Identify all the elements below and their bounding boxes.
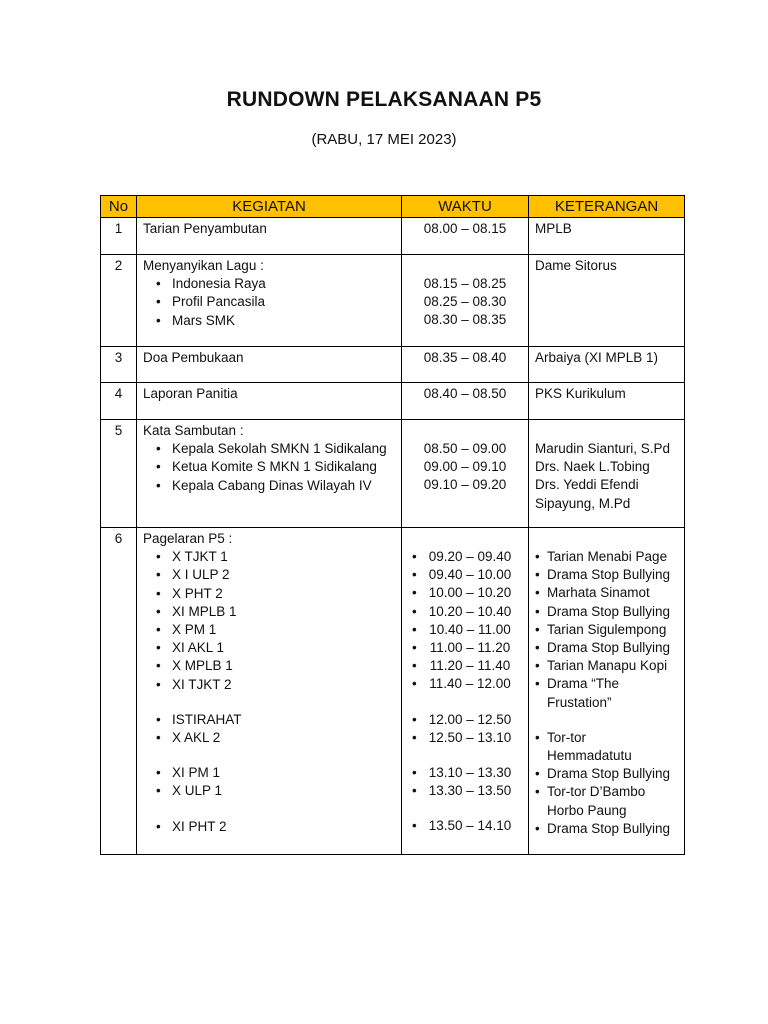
activity-text: Pagelaran P5 :	[143, 531, 233, 546]
time-list-2	[408, 711, 522, 747]
header-waktu: WAKTU	[402, 196, 529, 218]
time-list	[408, 275, 522, 330]
table-row	[101, 255, 685, 347]
row-number	[101, 255, 137, 347]
time-item: • 13.30 – 13.50	[408, 782, 522, 800]
time-item: 08.50 – 09.00	[423, 441, 507, 456]
activity-cell	[137, 255, 402, 347]
activity-text: Laporan Panitia	[143, 386, 238, 401]
note-cell	[529, 218, 685, 255]
row-number-text: 3	[114, 350, 123, 365]
note-item-text: Tor-tor	[547, 729, 587, 745]
time-cell	[402, 255, 529, 347]
note-item: • Drama Stop Bullying	[535, 639, 682, 657]
list-item: • XI PHT 2	[143, 818, 395, 836]
time-text: 08.00 – 08.15	[423, 221, 507, 236]
time-item: 08.25 – 08.30	[423, 294, 507, 310]
activity-text: Menyanyikan Lagu :	[143, 258, 264, 273]
document-date: (RABU, 17 MEI 2023)	[311, 131, 457, 148]
list-item: • X AKL 2	[143, 729, 395, 747]
note-item-text: Horbo Paung	[547, 802, 627, 818]
note-list	[535, 548, 682, 712]
table-row	[101, 347, 685, 383]
row-number	[101, 420, 137, 528]
list-item: • ISTIRAHAT	[143, 711, 395, 729]
speech-list	[143, 440, 395, 495]
time-item: • 10.20 – 10.40	[408, 603, 522, 621]
note-item: • Drama Stop Bullying	[535, 603, 682, 621]
activity-text: Kata Sambutan :	[143, 423, 244, 438]
time-list-3	[408, 764, 522, 800]
activity-cell	[137, 528, 402, 855]
list-item: • X PM 1	[143, 621, 395, 639]
time-item: 08.30 – 08.35	[423, 312, 507, 328]
table-row	[101, 528, 685, 855]
time-item: • 12.50 – 13.10	[408, 729, 522, 747]
time-item: • 13.10 – 13.30	[408, 764, 522, 782]
time-text: 08.40 – 08.50	[423, 386, 507, 401]
note-cell	[529, 255, 685, 347]
time-item: • 12.00 – 12.50	[408, 711, 522, 729]
header-no: No	[101, 196, 137, 218]
activity-cell	[137, 347, 402, 383]
time-item: 08.15 – 08.25	[423, 276, 507, 291]
note-cell	[529, 420, 685, 528]
row-number-text: 5	[114, 423, 123, 438]
row-number	[101, 347, 137, 383]
note-item-text: Tor-tor D’Bambo	[547, 784, 646, 800]
note-item-text: Drama “The	[547, 676, 620, 692]
row-number-text: 6	[114, 531, 123, 546]
time-text: 08.35 – 08.40	[423, 350, 507, 365]
list-item: • XI PM 1	[143, 764, 395, 782]
row-number	[101, 383, 137, 420]
note-item: • Drama Stop Bullying	[535, 765, 682, 783]
performance-list-4	[143, 818, 395, 836]
list-item: • Kepala Sekolah SMKN 1 Sidikalang	[143, 440, 395, 458]
note-item: • Tarian Manapu Kopi	[535, 657, 682, 675]
note-line: Marudin Sianturi, S.Pd	[535, 441, 671, 456]
note-item	[535, 729, 682, 765]
time-list	[408, 548, 522, 694]
note-cell	[529, 383, 685, 420]
time-cell	[402, 383, 529, 420]
list-item: • Profil Pancasila	[143, 293, 395, 311]
rundown-table	[100, 195, 685, 855]
activity-text: Doa Pembukaan	[143, 350, 244, 365]
time-item: • 11.00 – 11.20	[408, 639, 522, 657]
list-item: • Ketua Komite S MKN 1 Sidikalang	[143, 458, 395, 476]
list-item: • Indonesia Raya	[143, 275, 395, 293]
performance-list-3	[143, 764, 395, 800]
note-item: • Marhata Sinamot	[535, 584, 682, 602]
list-item: • Mars SMK	[143, 312, 395, 330]
note-line: Drs. Yeddi Efendi	[535, 477, 639, 493]
performance-list-2	[143, 711, 395, 747]
note-list-2	[535, 729, 682, 838]
header-keterangan: KETERANGAN	[529, 196, 685, 218]
activity-cell	[137, 218, 402, 255]
table-row	[101, 420, 685, 528]
time-item: • 09.20 – 09.40	[408, 548, 522, 566]
time-item: 09.10 – 09.20	[423, 477, 507, 493]
time-cell	[402, 218, 529, 255]
row-number-text: 4	[114, 386, 123, 401]
note-text: MPLB	[535, 221, 572, 236]
note-line: Sipayung, M.Pd	[535, 495, 631, 511]
list-item: • Kepala Cabang Dinas Wilayah IV	[143, 477, 395, 495]
document-title: RUNDOWN PELAKSANAAN P5	[226, 88, 542, 111]
table-header-row	[101, 196, 685, 218]
time-item: • 10.00 – 10.20	[408, 584, 522, 602]
row-number	[101, 528, 137, 855]
table-row	[101, 218, 685, 255]
note-item: • Tarian Menabi Page	[535, 548, 682, 566]
list-item: • X I ULP 2	[143, 566, 395, 584]
time-item: • 11.20 – 11.40	[408, 657, 522, 675]
activity-text: Tarian Penyambutan	[143, 221, 267, 236]
time-cell	[402, 420, 529, 528]
note-cell	[529, 528, 685, 855]
note-item-text: Frustation”	[547, 694, 612, 710]
note-text: Dame Sitorus	[535, 258, 617, 273]
time-cell	[402, 528, 529, 855]
list-item: • X TJKT 1	[143, 548, 395, 566]
note-line: Drs. Naek L.Tobing	[535, 459, 650, 475]
time-cell	[402, 347, 529, 383]
time-item: • 13.50 – 14.10	[408, 817, 522, 835]
header-kegiatan: KEGIATAN	[137, 196, 402, 218]
list-item: • X MPLB 1	[143, 657, 395, 675]
note-item: • Tarian Sigulempong	[535, 621, 682, 639]
list-item: • XI MPLB 1	[143, 603, 395, 621]
note-item	[535, 783, 682, 819]
note-item	[535, 675, 682, 711]
row-number-text: 1	[114, 221, 123, 236]
activity-cell	[137, 383, 402, 420]
list-item: • X ULP 1	[143, 782, 395, 800]
activity-cell	[137, 420, 402, 528]
note-item: • Drama Stop Bullying	[535, 566, 682, 584]
time-item: • 10.40 – 11.00	[408, 621, 522, 639]
note-item: • Drama Stop Bullying	[535, 820, 682, 838]
list-item: • XI AKL 1	[143, 639, 395, 657]
time-item: • 09.40 – 10.00	[408, 566, 522, 584]
note-item-text: Hemmadatutu	[547, 748, 632, 764]
list-item: • X PHT 2	[143, 585, 395, 603]
performance-list	[143, 548, 395, 694]
song-list	[143, 275, 395, 330]
row-number-text: 2	[114, 258, 123, 273]
time-list-4	[408, 817, 522, 835]
list-item: • XI TJKT 2	[143, 676, 395, 694]
note-text: PKS Kurikulum	[535, 386, 626, 401]
row-number	[101, 218, 137, 255]
time-list	[408, 440, 522, 495]
note-cell	[529, 347, 685, 383]
table-row	[101, 383, 685, 420]
note-text: Arbaiya (XI MPLB 1)	[535, 350, 659, 365]
time-item: • 11.40 – 12.00	[408, 675, 522, 693]
time-item: 09.00 – 09.10	[423, 459, 507, 475]
